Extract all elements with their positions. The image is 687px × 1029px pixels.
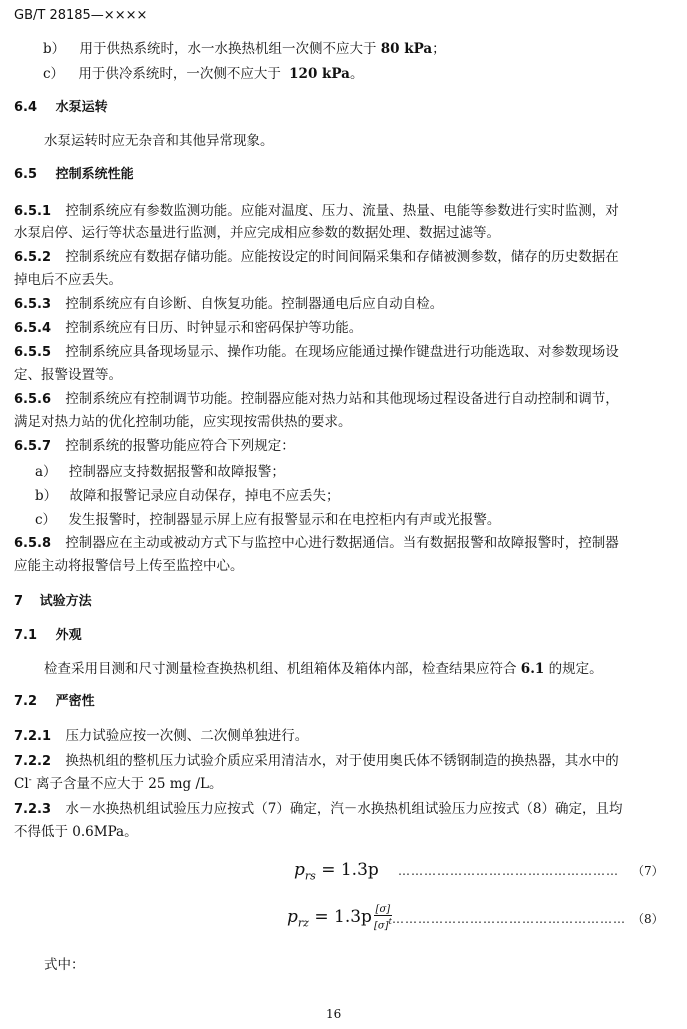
- clause-6-5-6-line2: 满足对热力站的优化控制功能，应实现按需供热的要求。: [14, 414, 352, 430]
- clause-7-2-2-line1: [14, 749, 619, 769]
- standard-code-header: GB/T 28185—××××: [14, 8, 148, 23]
- section-6-4-heading: [14, 96, 108, 115]
- list-end: ；: [432, 41, 446, 57]
- section-7-1-body: [44, 657, 603, 677]
- list-value: 80 kPa: [380, 41, 433, 57]
- clause-6-5-3: [14, 292, 443, 312]
- clause-6-5-4: [14, 316, 362, 336]
- list-end: 。: [349, 66, 364, 82]
- eq-fraction: [374, 904, 392, 931]
- clause-6-5-7: [14, 434, 295, 454]
- clause-number: 6.5.6: [14, 392, 52, 407]
- eq-rhs: = 1.3p: [308, 907, 372, 928]
- clause-number: 6.5.2: [14, 250, 52, 265]
- clause-number: 6.5.8: [14, 536, 52, 551]
- clause-text: 控制器应在主动或被动方式下与监控中心进行数据通信。当有数据报警和故障报警时，控制器: [65, 535, 619, 551]
- clause-7-2-3-line1: [14, 797, 623, 817]
- clause-6-5-5-line2: 定、报警设置等。: [14, 367, 122, 383]
- section-title: 水泵运转: [55, 100, 108, 115]
- clause-6-5-8-line1: [14, 531, 619, 551]
- denominator-superscript: t: [388, 917, 392, 926]
- section-title: 控制系统性能: [55, 167, 134, 182]
- clause-7-2-3-line2: 不得低于 0.6MPa。: [14, 824, 138, 840]
- clause-7-2-1: [14, 724, 308, 744]
- section-number: 7: [14, 594, 24, 609]
- clause-6-5-2-line2: 掉电后不应丢失。: [14, 272, 122, 288]
- clause-number: 7.2.1: [14, 729, 52, 744]
- clause-text: 换热机组的整机压力试验介质应采用清洁水，对于使用奥氏体不锈钢制造的换热器，其水中的: [65, 753, 619, 769]
- section-7-1-heading: [14, 624, 82, 643]
- denominator-base: [σ]: [373, 920, 389, 932]
- clause-6-5-1-line2: 水泵启停、运行等状态量进行监测，并应完成相应参数的数据处理、数据过滤等。: [14, 225, 500, 241]
- clause-text: 水－水换热机组试验压力应按式（7）确定，汽－水换热机组试验压力应按式（8）确定，且均: [65, 801, 623, 817]
- clause-6-5-5-line1: [14, 340, 619, 360]
- section-7-heading: [14, 590, 92, 609]
- list-text: 发生报警时，控制器显示屏上应有报警显示和在电控柜内有声或光报警。: [68, 512, 501, 528]
- clause-number: 6.5.1: [14, 204, 52, 219]
- equation-8-leader-dots: ………………………………………………: [392, 912, 626, 926]
- page-number: 16: [326, 1007, 342, 1021]
- section-6-5-heading: [14, 163, 134, 182]
- equation-8-number: （8）: [632, 912, 664, 926]
- section-title: 外观: [55, 628, 82, 643]
- section-6-4-body: 水泵运转时应无杂音和其他异常现象。: [44, 133, 274, 149]
- clause-6-5-2-line1: [14, 245, 619, 265]
- list-item-b-top: [43, 37, 446, 57]
- clause-6-5-1-line1: [14, 199, 619, 219]
- clause-text: 控制系统应有数据存储功能。应能按设定的时间间隔采集和存储被测参数，储存的历史数据在: [65, 249, 619, 265]
- list-marker: b）: [35, 488, 58, 504]
- eq-lhs: p: [294, 860, 305, 880]
- section-title: 试验方法: [39, 594, 92, 609]
- list-text: 用于供冷系统时，一次侧不应大于: [78, 66, 281, 82]
- equation-7-leader-dots: ……………………………………………: [398, 864, 619, 878]
- charge-superscript: -: [28, 775, 32, 786]
- chloride-symbol: Cl: [14, 776, 29, 792]
- list-text: 故障和报警记录应自动保存，掉电不应丢失；: [69, 488, 340, 504]
- section-number: 6.5: [14, 167, 38, 182]
- clause-6-5-6-line1: [14, 387, 619, 407]
- list-item-c: [35, 508, 500, 528]
- equation-7: [294, 860, 379, 882]
- fraction-denominator: [374, 916, 392, 931]
- list-value: 120 kPa: [289, 66, 350, 82]
- list-marker: c）: [43, 66, 65, 82]
- list-item-c-top: [43, 62, 363, 82]
- clause-number: 7.2.3: [14, 802, 52, 817]
- list-marker: a）: [35, 464, 57, 480]
- clause-text: 控制系统应有控制调节功能。控制器应能对热力站和其他现场过程设备进行自动控制和调节，: [65, 391, 619, 407]
- list-marker: c）: [35, 512, 57, 528]
- where-label: 式中：: [44, 957, 85, 973]
- equation-8: [287, 904, 392, 931]
- clause-number: 7.2.2: [14, 754, 52, 769]
- eq-lhs-subscript: rs: [304, 869, 316, 883]
- body-text: 检查采用目测和尺寸测量检查换热机组、机组箱体及箱体内部，检查结果应符合: [44, 661, 517, 677]
- eq-lhs-subscript: rz: [297, 916, 309, 930]
- clause-reference: 6.1: [520, 661, 545, 677]
- clause-6-5-8-line2: 应能主动将报警信号上传至监控中心。: [14, 558, 244, 574]
- body-text-end: 的规定。: [548, 661, 603, 677]
- list-marker: b）: [43, 41, 66, 57]
- list-text: 控制器应支持数据报警和故障报警；: [68, 464, 285, 480]
- eq-lhs: p: [287, 907, 298, 928]
- list-item-a: [35, 460, 285, 480]
- clause-number: 6.5.5: [14, 345, 52, 360]
- clause-number: 6.5.7: [14, 439, 52, 454]
- clause-text: 控制系统的报警功能应符合下列规定：: [65, 438, 295, 454]
- clause-text: 离子含量不应大于 25 mg /L。: [31, 776, 223, 792]
- section-number: 7.2: [14, 694, 38, 709]
- clause-7-2-2-line2: [14, 772, 223, 792]
- clause-text: 控制系统应有日历、时钟显示和密码保护等功能。: [65, 320, 363, 336]
- section-number: 6.4: [14, 100, 38, 115]
- list-item-b: [35, 484, 339, 504]
- clause-text: 控制系统应有参数监测功能。应能对温度、压力、流量、热量、电能等参数进行实时监测，对: [65, 203, 619, 219]
- eq-rhs: = 1.3p: [315, 860, 379, 880]
- section-number: 7.1: [14, 628, 38, 643]
- fraction-numerator: [σ]: [375, 904, 391, 915]
- clause-number: 6.5.3: [14, 297, 52, 312]
- clause-text: 控制系统应具备现场显示、操作功能。在现场应能通过操作键盘进行功能选取、对参数现场设: [65, 344, 619, 360]
- section-title: 严密性: [55, 694, 95, 709]
- clause-number: 6.5.4: [14, 321, 52, 336]
- equation-7-number: （7）: [632, 864, 664, 878]
- clause-text: 压力试验应按一次侧、二次侧单独进行。: [65, 728, 309, 744]
- list-text: 用于供热系统时，水一水换热机组一次侧不应大于: [79, 41, 377, 57]
- section-7-2-heading: [14, 690, 95, 709]
- clause-text: 控制系统应有自诊断、自恢复功能。控制器通电后应自动自检。: [65, 296, 444, 312]
